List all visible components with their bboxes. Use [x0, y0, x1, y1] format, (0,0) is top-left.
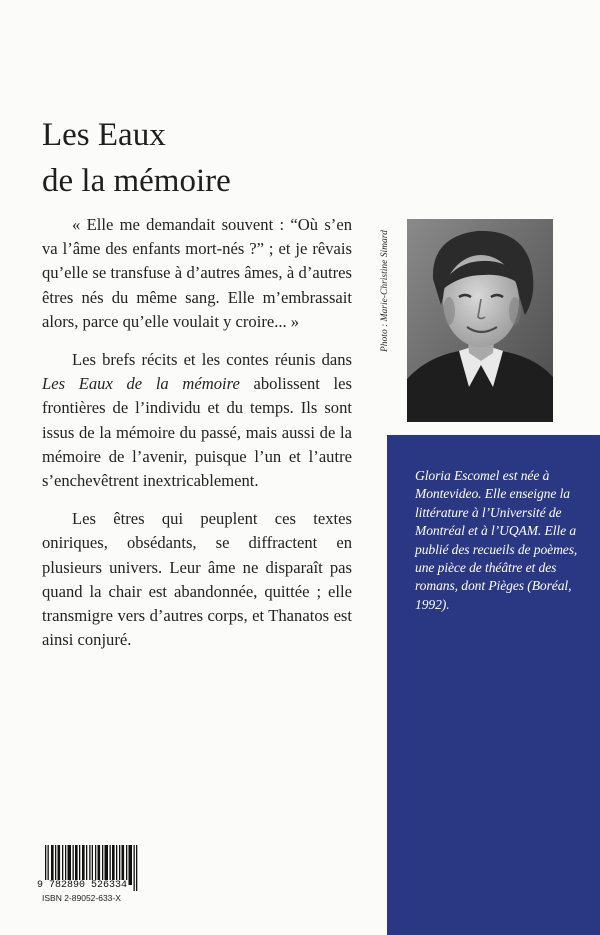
- author-photo: [407, 219, 553, 422]
- blurb-paragraph-3: Les êtres qui peuplent ces textes oniriques, obsédants, se diffractent en plusieurs univers. Leur âme ne disparaît pas quand la chair est abandonnée, quittée ; elle transmigre vers d’autres corps, et Thanatos est ainsi conjuré.: [42, 509, 352, 650]
- book-title-line-1: Les Eaux: [42, 117, 166, 153]
- author-bio: Gloria Escomel est née à Montevideo. Elle enseigne la littérature à l’Université de Montréal et à l’UQAM. Elle a publié des recueils de poèmes, une pièce de théâtre et des romans, dont Pièges (Boréal, 1992).: [415, 468, 578, 612]
- book-title-line-2: de la mémoire: [42, 163, 231, 199]
- blurb-quote: « Elle me demandait souvent : “Où s’en va l’âme des enfants mort-nés ?” ; et je rêvais qu’elle se transfuse à d’autres âmes, à d’autres êtres nés du même sang. Elle m’embrassait alors, parce qu’elle voulait y croire... »: [42, 215, 352, 331]
- blurb-book-title-italic: Les Eaux de la mémoire: [42, 374, 240, 394]
- author-portrait-image: [407, 219, 553, 422]
- book-title: [42, 112, 362, 204]
- blurb-paragraph-2: [42, 348, 352, 493]
- photo-credit: Photo : Marie-Christine Simard: [380, 230, 390, 352]
- back-cover-blurb: [42, 213, 352, 666]
- blurb-p2-after: abolissent les frontières de l’individu et du temps. Ils sont issus de la mémoire du passé, mais aussi de la mémoire de l’avenir, puisque l’un et l’autre s’enchevêtrent inextricablement.: [42, 374, 352, 491]
- barcode-digits: 9 782890 526334: [37, 880, 128, 891]
- blurb-p2-before: Les brefs récits et les contes réunis dans: [72, 350, 352, 370]
- isbn-number: ISBN 2-89052-633-X: [42, 893, 121, 903]
